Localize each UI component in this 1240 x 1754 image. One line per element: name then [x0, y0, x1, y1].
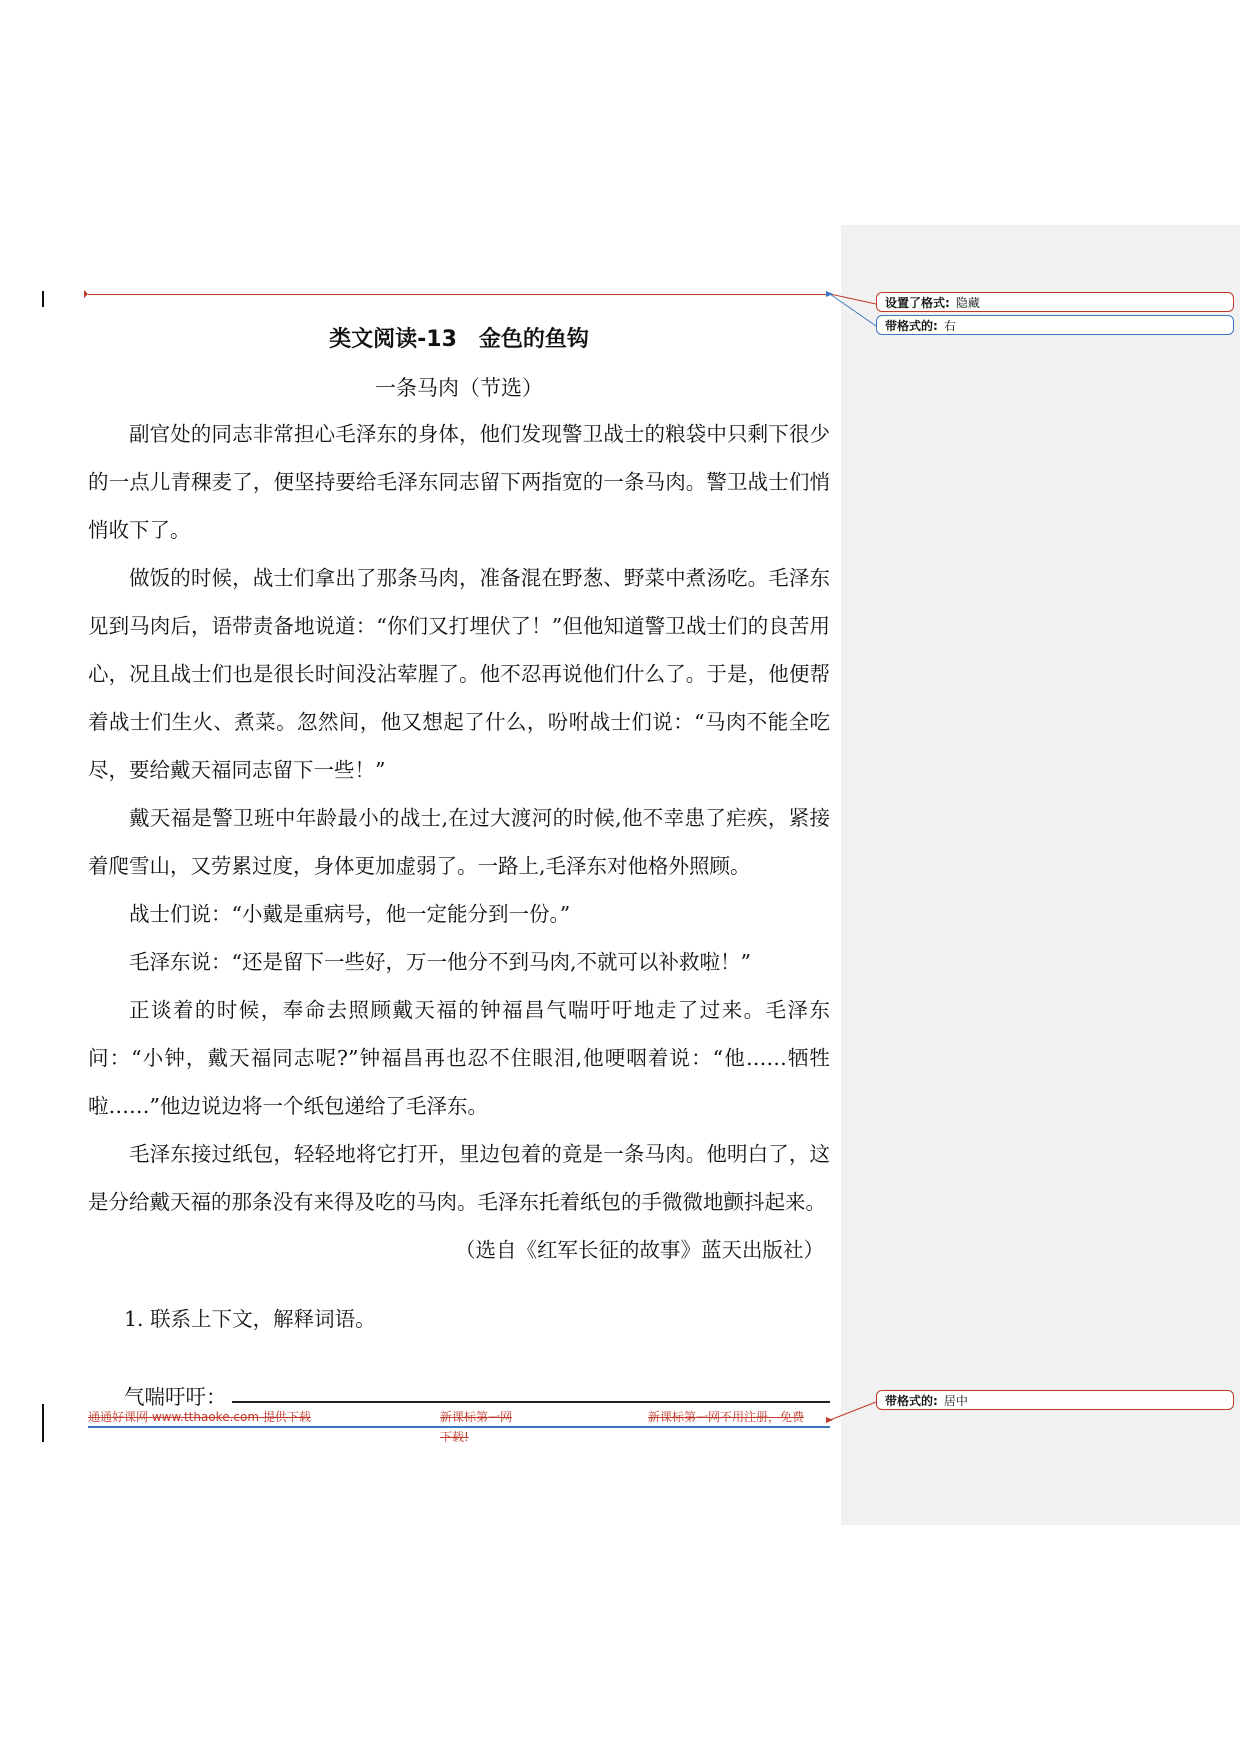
- comment-value: 右: [943, 319, 956, 333]
- comment-value: 居中: [943, 1394, 968, 1408]
- article-body: [88, 410, 830, 1363]
- comment-balloon-hidden[interactable]: [876, 292, 1234, 312]
- footer-right[interactable]: 新课标第一网不用注册，免费: [648, 1410, 805, 1424]
- footer-left[interactable]: 通通好课网 www.tthaoke.com 提供下载: [88, 1410, 311, 1424]
- paragraph: 毛泽东说：“还是留下一些好，万一他分不到马肉,不就可以补救啦！”: [129, 950, 751, 974]
- answer-blank-line[interactable]: [232, 1401, 830, 1403]
- comment-label: 带格式的:: [885, 319, 938, 333]
- paragraph: 副官处的同志非常担心毛泽东的身体，他们发现警卫战士的粮袋中只剩下很少的一点儿青稞麦了，便坚持要给毛泽东同志留下两指宽的一条马肉。警卫战士们悄悄收下了。: [88, 422, 830, 542]
- paragraph: 毛泽东接过纸包，轻轻地将它打开，里边包着的竟是一条马肉。他明白了，这是分给戴天福的那条没有来得及吃的马肉。毛泽东托着纸包的手微微地颤抖起来。: [88, 1142, 830, 1214]
- paragraph: 戴天福是警卫班中年龄最小的战士,在过大渡河的时候,他不幸患了疟疾，紧接着爬雪山，又劳累过度，身体更加虚弱了。一路上,毛泽东对他格外照顾。: [88, 806, 830, 878]
- page-subtitle: 一条马肉（节选）: [375, 376, 543, 400]
- answer-label: 气喘吁吁：: [124, 1385, 227, 1409]
- footer-format-underline: [88, 1426, 830, 1428]
- comment-value: 隐藏: [955, 296, 980, 310]
- paragraph: 正谈着的时候，奉命去照顾戴天福的钟福昌气喘吁吁地走了过来。毛泽东问：“小钟，戴天福同志呢?”钟福昌再也忍不住眼泪,他哽咽着说：“他……牺牲啦……”他边说边将一个纸包递给了毛泽东。: [88, 998, 830, 1118]
- footer-middle-line1[interactable]: 新课标第一网: [440, 1410, 513, 1424]
- comment-label: 设置了格式:: [885, 296, 950, 310]
- connector-arrow-2: [826, 1417, 833, 1423]
- paragraph: 战士们说：“小戴是重病号，他一定能分到一份。”: [129, 902, 571, 926]
- paragraph: 做饭的时候，战士们拿出了那条马肉，准备混在野葱、野菜中煮汤吃。毛泽东见到马肉后，语带责备地说道：“你们又打埋伏了！”但他知道警卫战士们的良苦用心，况且战士们也是很长时间没沾荤腥了。他不忍再说他们什么了。于是，他便帮着战士们生火、煮菜。忽然间，他又想起了什么，吩咐战士们说：“马肉不能全吃尽，要给戴天福同志留下一些！”: [88, 566, 830, 782]
- change-bar: [42, 1404, 44, 1442]
- question-1: 1. 联系上下文，解释词语。: [124, 1306, 376, 1331]
- text-cursor: [42, 291, 44, 307]
- source-citation: （选自《红军长征的故事》蓝天出版社）: [455, 1238, 824, 1262]
- comment-margin-pane: [841, 225, 1240, 1525]
- comment-balloon-center[interactable]: [876, 1390, 1234, 1410]
- hidden-format-marker-line: [88, 294, 830, 295]
- page-title: 类文阅读-13 金色的鱼钩: [329, 327, 589, 352]
- comment-label: 带格式的:: [885, 1394, 938, 1408]
- comment-balloon-right[interactable]: [876, 315, 1234, 335]
- footer-middle-line2[interactable]: 下载!: [440, 1430, 469, 1444]
